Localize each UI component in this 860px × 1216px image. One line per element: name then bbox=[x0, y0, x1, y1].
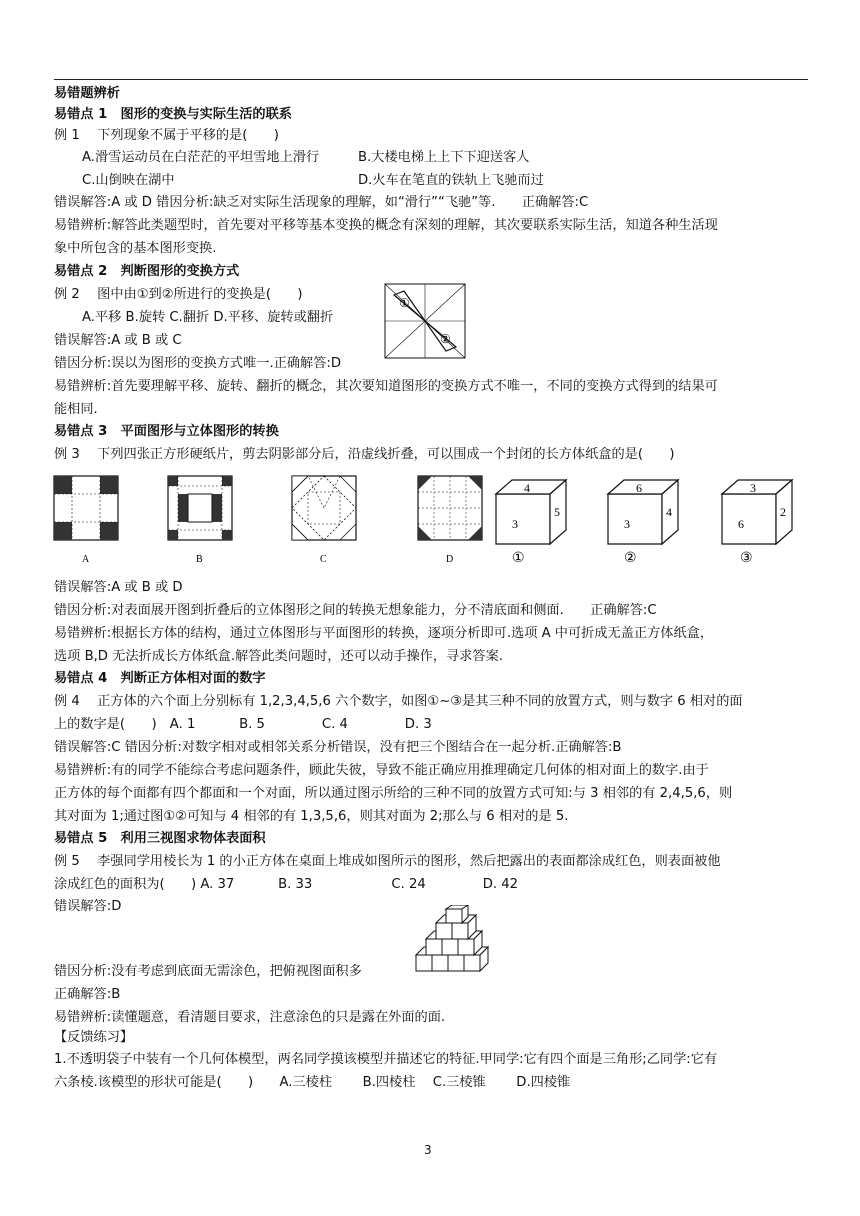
example-5-wrong-answer: 错误解答:D bbox=[54, 899, 122, 914]
svg-text:3: 3 bbox=[512, 517, 518, 531]
heading-point-5: 易错点 5 利用三视图求物体表面积 bbox=[54, 831, 266, 846]
example-4-analysis-line3: 其对面为 1;通过图①②可知与 4 相邻的有 1,3,5,6，则其对面为 2;那么与 6 相对的是 5. bbox=[54, 809, 569, 824]
example-5-correct-answer: 正确解答:B bbox=[54, 987, 121, 1002]
svg-text:3: 3 bbox=[750, 481, 756, 495]
svg-text:②: ② bbox=[624, 551, 637, 566]
example-1-analysis-line2: 象中所包含的基本图形变换. bbox=[54, 241, 217, 256]
label-d: D bbox=[446, 554, 454, 565]
example-1-option-d: D.火车在笔直的铁轨上飞驰而过 bbox=[358, 173, 544, 188]
svg-text:6: 6 bbox=[738, 517, 744, 531]
header-rule bbox=[54, 79, 808, 80]
example-2-analysis-line2: 能相同. bbox=[54, 402, 98, 417]
example-5-question-line1: 例 5 李强同学用棱长为 1 的小正方体在桌面上堆成如图所示的图形，然后把露出的表面都涂成红色，则表面被他 bbox=[54, 854, 721, 869]
heading-point-2: 易错点 2 判断图形的变换方式 bbox=[54, 264, 240, 279]
cardboard-b bbox=[168, 476, 232, 565]
svg-text:6: 6 bbox=[636, 481, 642, 495]
example-3-cause: 错因分析:对表面展开图到折叠后的立体图形之间的转换无想象能力，分不清底面和侧面. 正确解答:C bbox=[54, 603, 657, 618]
figure-label-1: ① bbox=[399, 296, 410, 310]
example-1-option-c: C.山倒映在湖中 bbox=[82, 173, 175, 188]
section-title: 易错题辨析 bbox=[54, 86, 120, 101]
example-1-analysis-line1: 易错辨析:解答此类题型时，首先要对平移等基本变换的概念有深刻的理解，其次要联系实际生活，知道各种生活现 bbox=[54, 218, 718, 233]
feedback-q1-line1: 1.不透明袋子中装有一个几何体模型，两名同学摸该模型并描述它的特征.甲同学:它有四个面是三角形;乙同学:它有 bbox=[54, 1052, 718, 1067]
svg-text:4: 4 bbox=[666, 505, 672, 519]
heading-point-3: 易错点 3 平面图形与立体图形的转换 bbox=[54, 424, 279, 439]
svg-text:③: ③ bbox=[740, 551, 753, 566]
example-2-analysis-line1: 易错辨析:首先要理解平移、旋转、翻折的概念，其次要知道图形的变换方式不唯一，不同的变换方式得到的结果可 bbox=[54, 379, 718, 394]
cardboard-a bbox=[54, 476, 118, 565]
heading-point-1: 易错点 1 图形的变换与实际生活的联系 bbox=[54, 107, 292, 122]
example-2-wrong-answer: 错误解答:A 或 B 或 C bbox=[54, 333, 182, 348]
cardboard-d bbox=[418, 476, 482, 565]
svg-text:5: 5 bbox=[554, 505, 560, 519]
stacked-cubes-figure bbox=[412, 905, 498, 975]
cube-3 bbox=[722, 480, 792, 566]
example-1-option-b: B.大楼电梯上上下下迎送客人 bbox=[358, 150, 530, 165]
heading-point-4: 易错点 4 判断正方体相对面的数字 bbox=[54, 671, 266, 686]
cardboard-c bbox=[292, 476, 356, 565]
example-5-cause: 错因分析:没有考虑到底面无需涂色，把俯视图面积多 bbox=[54, 964, 362, 979]
label-c: C bbox=[320, 554, 327, 565]
label-b: B bbox=[196, 554, 203, 565]
cube-2 bbox=[608, 480, 678, 566]
example-5-analysis: 易错辨析:读懂题意，看清题目要求，注意涂色的只是露在外面的面. bbox=[54, 1010, 446, 1025]
label-a: A bbox=[82, 554, 90, 565]
example-1-option-a: A.滑雪运动员在白茫茫的平坦雪地上滑行 bbox=[82, 150, 320, 165]
feedback-heading: 【反馈练习】 bbox=[54, 1030, 134, 1045]
example-3-analysis-line2: 选项 B,D 无法折成长方体纸盒.解答此类问题时，还可以动手操作，寻求答案. bbox=[54, 649, 503, 664]
example-4-analysis-line2: 正方体的每个面都有四个都面和一个对面，所以通过图示所给的三种不同的放置方式可知:与 3 相邻的有 2,4,5,6，则 bbox=[54, 786, 733, 801]
feedback-q1-line2: 六条棱.该模型的形状可能是( ) A.三棱柱 B.四棱柱 C.三棱锥 D.四棱锥 bbox=[54, 1075, 571, 1090]
svg-text:①: ① bbox=[512, 551, 525, 566]
example-3-wrong-answer: 错误解答:A 或 B 或 D bbox=[54, 580, 183, 595]
transform-figure bbox=[384, 283, 466, 359]
example-5-question-line2: 涂成红色的面积为( ) A. 37 B. 33 C. 24 D. 42 bbox=[54, 877, 519, 892]
paper-and-cube-figures bbox=[50, 470, 810, 572]
page-number: 3 bbox=[424, 1143, 432, 1157]
example-4-wrong-answer: 错误解答:C 错因分析:对数字相对或相邻关系分析错误，没有把三个图结合在一起分析.正确解答:B bbox=[54, 740, 622, 755]
example-3-question: 例 3 下列四张正方形硬纸片，剪去阴影部分后，沿虚线折叠，可以围成一个封闭的长方体纸盒的是( ) bbox=[54, 447, 675, 462]
example-4-question-line2: 上的数字是( ) A. 1 B. 5 C. 4 D. 3 bbox=[54, 717, 432, 732]
figure-label-2: ② bbox=[440, 332, 451, 346]
cube-1 bbox=[496, 480, 566, 566]
example-2-question: 例 2 图中由①到②所进行的变换是( ) bbox=[54, 287, 303, 302]
example-4-question-line1: 例 4 正方体的六个面上分别标有 1,2,3,4,5,6 六个数字，如图①~③是其三种不同的放置方式，则与数字 6 相对的面 bbox=[54, 694, 743, 709]
example-1-question: 例 1 下列现象不属于平移的是( ) bbox=[54, 128, 279, 143]
svg-text:4: 4 bbox=[524, 481, 530, 495]
example-2-options: A.平移 B.旋转 C.翻折 D.平移、旋转或翻折 bbox=[82, 310, 334, 325]
example-2-cause: 错因分析:误以为图形的变换方式唯一.正确解答:D bbox=[54, 356, 341, 371]
svg-text:2: 2 bbox=[780, 505, 786, 519]
example-4-analysis-line1: 易错辨析:有的同学不能综合考虑问题条件，顾此失彼，导致不能正确应用推理确定几何体的相对面上的数字.由于 bbox=[54, 763, 709, 778]
example-3-analysis-line1: 易错辨析:根据长方体的结构，通过立体图形与平面图形的转换，逐项分析即可.选项 A 中可折成无盖正方体纸盒， bbox=[54, 626, 714, 641]
example-1-wrong-answer: 错误解答:A 或 D 错因分析:缺乏对实际生活现象的理解，如“滑行”“飞驰”等. 正确解答:C bbox=[54, 195, 589, 210]
svg-text:3: 3 bbox=[624, 517, 630, 531]
